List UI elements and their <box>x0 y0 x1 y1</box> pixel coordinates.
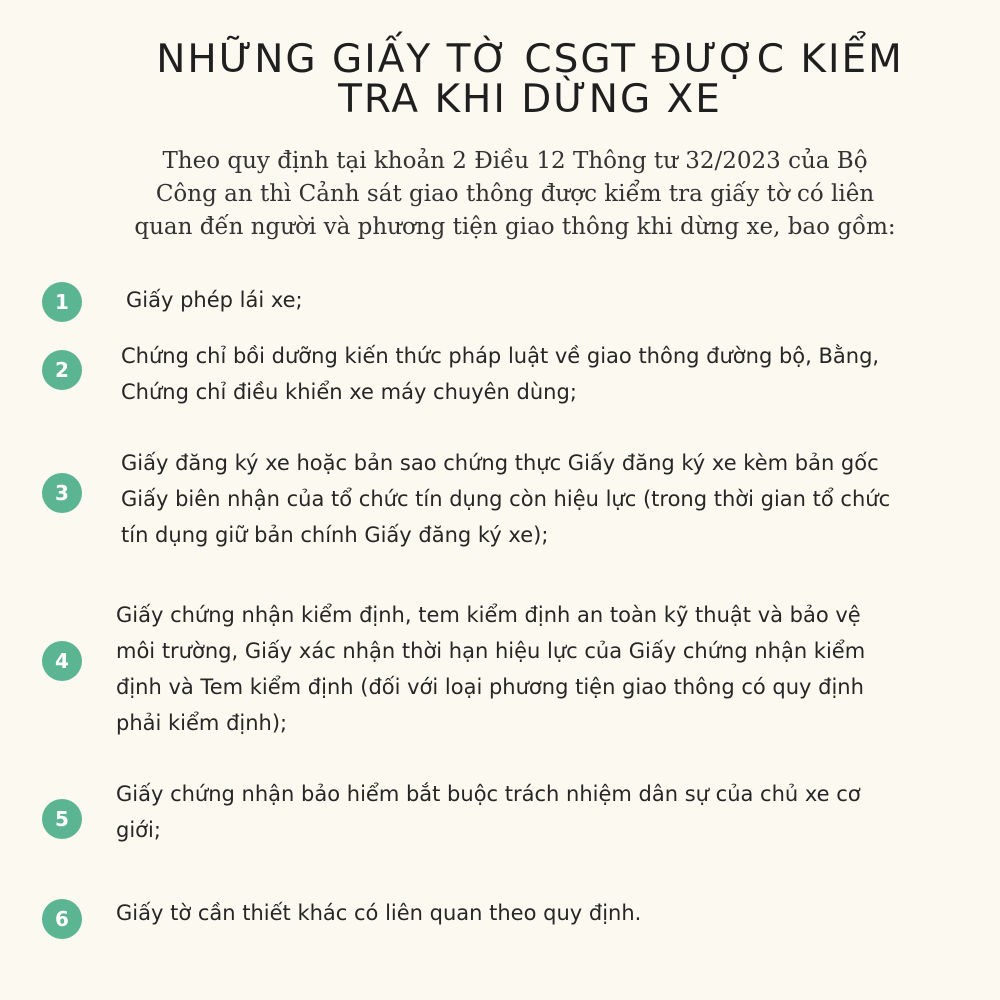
item-text-1: Giấy phép lái xe; <box>126 288 303 312</box>
number-badge-5: 5 <box>42 799 82 839</box>
item-text-6: Giấy tờ cần thiết khác có liên quan theo quy định. <box>116 901 642 925</box>
title-line-2: TRA KHI DỪNG XE <box>338 77 722 122</box>
item-text-4: Giấy chứng nhận kiểm định, tem kiểm định an toàn kỹ thuật và bảo vệ môi trường, Giấy xác nhận thời hạn hiệu lực của Giấy chứng nhận kiểm định và Tem kiểm định (đối với loại phương tiện giao thông có quy định phải kiểm định); <box>116 603 866 735</box>
item-text-5: Giấy chứng nhận bảo hiểm bắt buộc trách nhiệm dân sự của chủ xe cơ giới; <box>116 782 861 842</box>
item-text-2: Chứng chỉ bồi dưỡng kiến thức pháp luật về giao thông đường bộ, Bằng, Chứng chỉ điều khiển xe máy chuyên dùng; <box>121 344 880 404</box>
number-badge-6: 6 <box>42 899 82 939</box>
number-badge-1: 1 <box>42 282 82 322</box>
number-badge-3: 3 <box>42 473 82 513</box>
number-badge-4: 4 <box>42 641 82 681</box>
intro-paragraph: Theo quy định tại khoản 2 Điều 12 Thông tư 32/2023 của Bộ Công an thì Cảnh sát giao thông được kiểm tra giấy tờ có liên quan đến người và phương tiện giao thông khi dừng xe, bao gồm: <box>134 148 896 240</box>
item-text-3: Giấy đăng ký xe hoặc bản sao chứng thực Giấy đăng ký xe kèm bản gốc Giấy biên nhận của tổ chức tín dụng còn hiệu lực (trong thời gian tổ chức tín dụng giữ bản chính Giấy đăng ký xe); <box>121 451 891 547</box>
title-line-1: NHỮNG GIẤY TỜ CSGT ĐƯỢC KIỂM <box>156 37 904 82</box>
number-badge-2: 2 <box>42 350 82 390</box>
page-title <box>120 37 940 122</box>
